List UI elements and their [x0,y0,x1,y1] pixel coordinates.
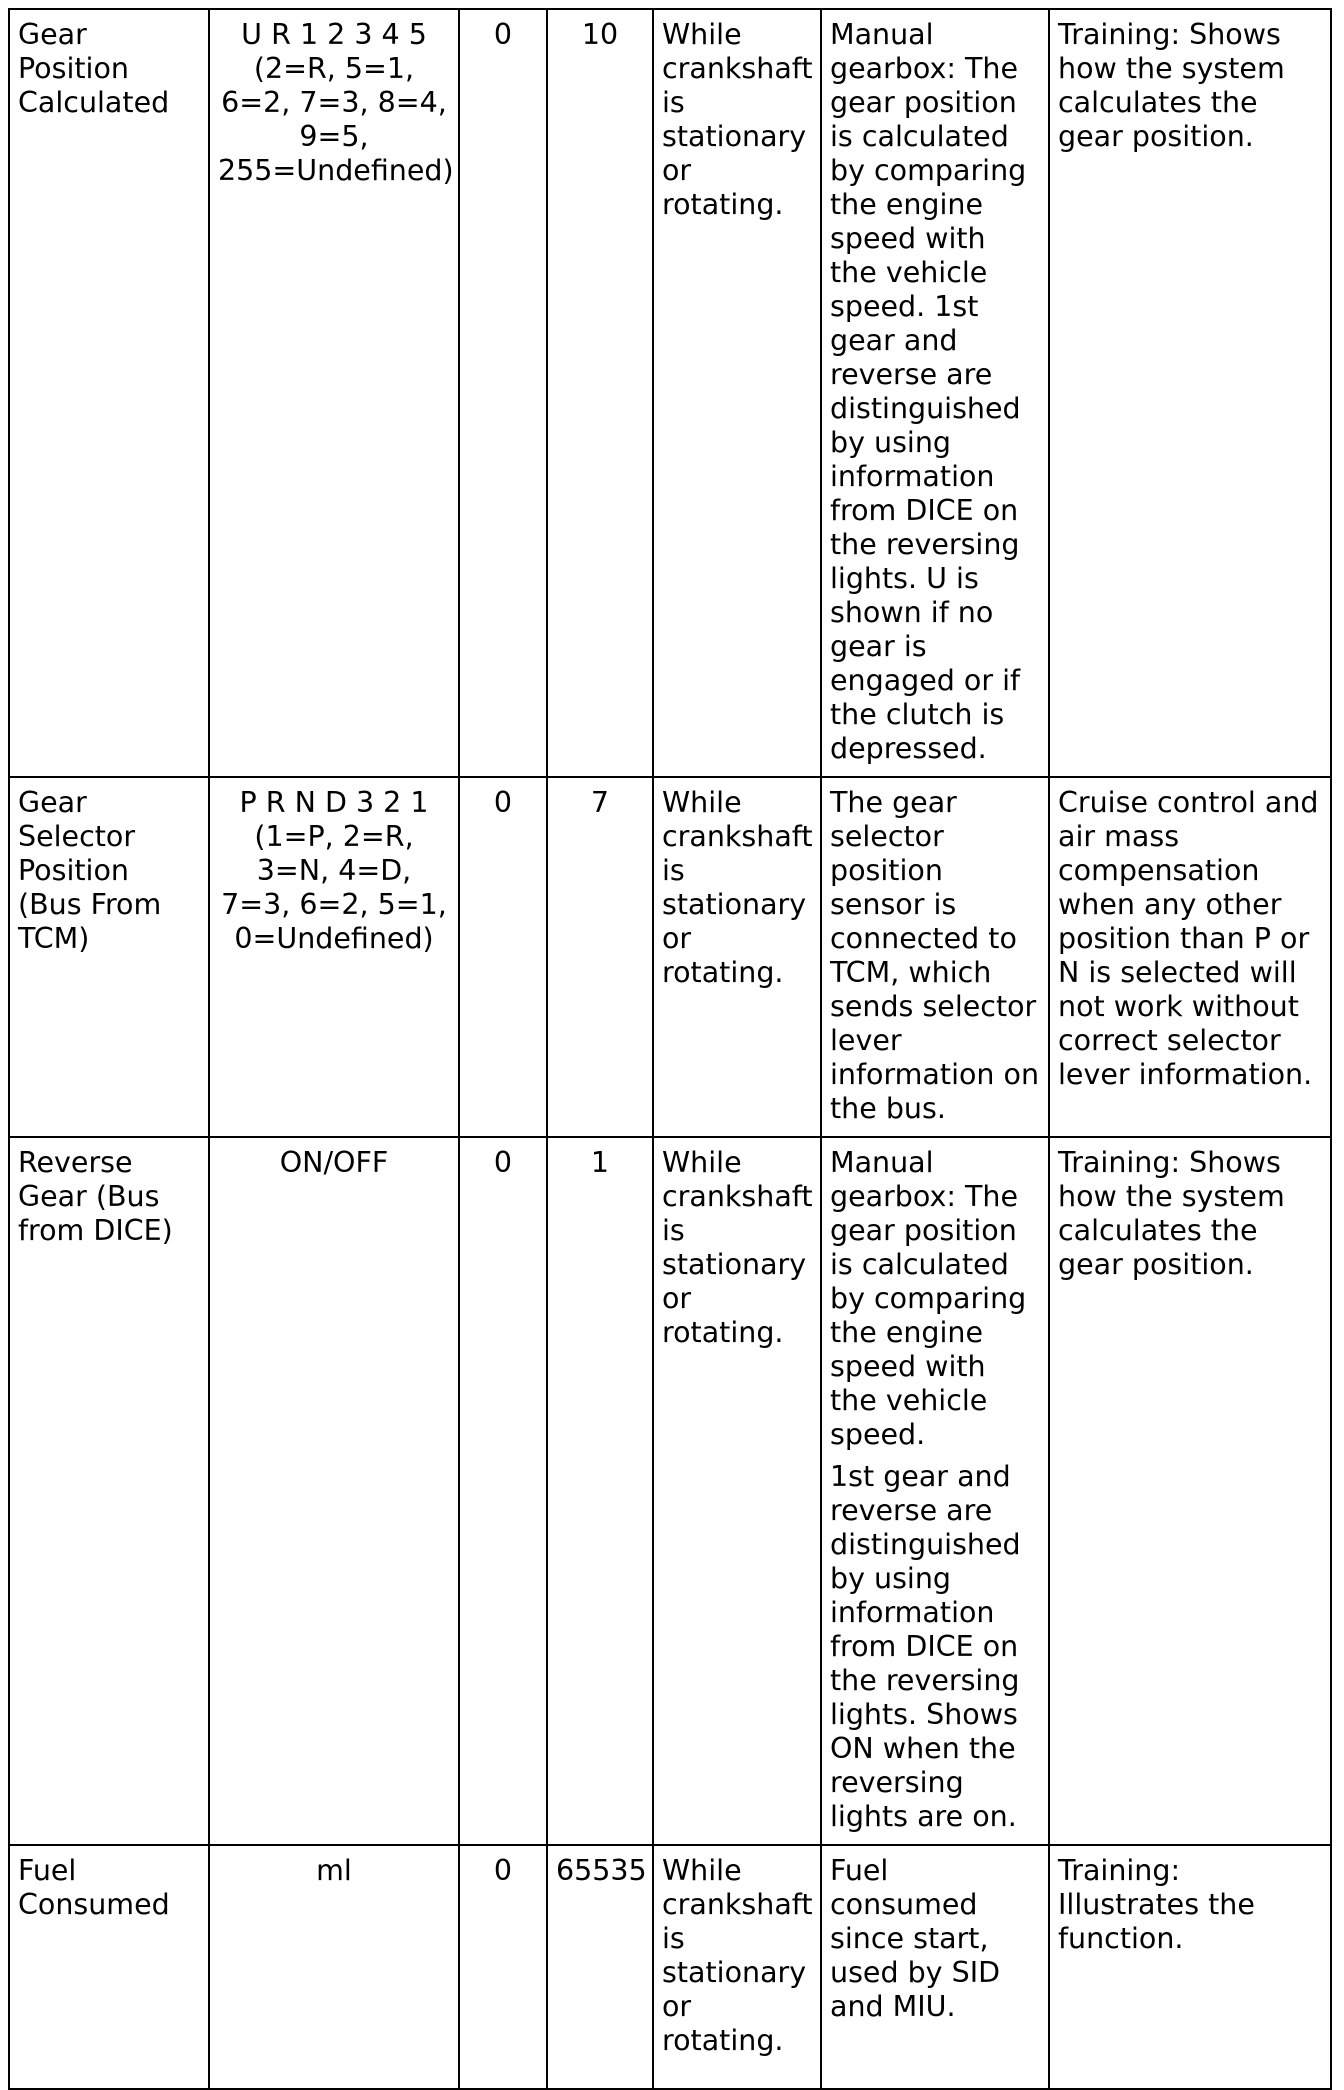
parameter-use: Training: Shows how the system calculates the gear position. [1049,1137,1331,1845]
parameter-min: 0 [459,9,547,777]
table-row [9,1137,1331,1845]
parameter-description [821,1137,1049,1845]
parameter-use: Training: Shows how the system calculates the gear position. [1049,9,1331,777]
parameter-max: 10 [547,9,653,777]
parameter-description [821,777,1049,1137]
parameter-min: 0 [459,1845,547,2089]
description-paragraph: Fuel consumed since start, used by SID and MIU. [830,1854,1001,2023]
parameter-name: Gear Position Calculated [9,9,209,777]
table-row [9,9,1331,777]
parameter-unit: U R 1 2 3 4 5 (2=R, 5=1, 6=2, 7=3, 8=4, 9=5, 255=Undefined) [209,9,459,777]
parameter-condition: While crankshaft is stationary or rotating. [653,9,821,777]
parameter-condition: While crankshaft is stationary or rotating. [653,1845,821,2089]
parameter-name: Fuel Consumed [9,1845,209,2089]
table-row [9,1845,1331,2089]
parameter-name: Reverse Gear (Bus from DICE) [9,1137,209,1845]
parameter-name: Gear Selector Position (Bus From TCM) [9,777,209,1137]
parameter-max: 65535 [547,1845,653,2089]
parameter-use: Training: Illustrates the function. [1049,1845,1331,2089]
parameter-unit: ON/OFF [209,1137,459,1845]
parameter-unit: P R N D 3 2 1 (1=P, 2=R, 3=N, 4=D, 7=3, 6=2, 5=1, 0=Undefined) [209,777,459,1137]
parameter-unit: ml [209,1845,459,2089]
parameter-use: Cruise control and air mass compensation when any other position than P or N is selected will not work without correct selector lever information. [1049,777,1331,1137]
parameter-min: 0 [459,1137,547,1845]
table-row [9,777,1331,1137]
description-paragraph: Manual gearbox: The gear position is calculated by comparing the engine speed with the vehicle speed. 1st gear and reverse are distinguished by using information from DICE on the reversing lights. U is shown if no gear is engaged or if the clutch is depressed. [830,18,1027,765]
parameter-description [821,1845,1049,2089]
description-paragraph: The gear selector position sensor is connected to TCM, which sends selector lever information on the bus. [830,786,1040,1125]
parameter-description [821,9,1049,777]
parameter-max: 7 [547,777,653,1137]
parameter-condition: While crankshaft is stationary or rotating. [653,1137,821,1845]
parameter-max: 1 [547,1137,653,1845]
parameter-min: 0 [459,777,547,1137]
description-paragraph: 1st gear and reverse are distinguished by using information from DICE on the reversing lights. Shows ON when the reversing lights are on. [830,1460,1021,1833]
description-paragraph: Manual gearbox: The gear position is calculated by comparing the engine speed with the vehicle speed. [830,1146,1027,1451]
parameter-condition: While crankshaft is stationary or rotating. [653,777,821,1137]
parameter-table [8,8,1332,2090]
